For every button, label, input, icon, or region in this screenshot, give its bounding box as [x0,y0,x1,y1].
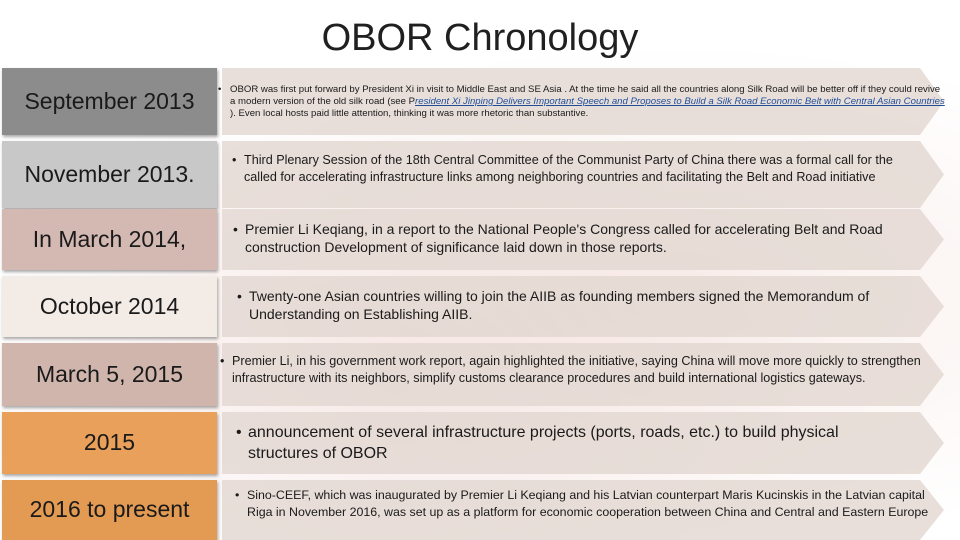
event-text-content: Sino-CEEF, which was inaugurated by Premier Li Keqiang and his Latvian counterpart Maris Kucinskis in the Latvian capital Riga in November 2016, was set up as a platform for economic cooperation between China and Central and Eastern Europe [247,488,929,519]
event-text [237,287,899,323]
bullet-icon: • [236,424,242,441]
date-box [2,276,217,337]
event-text-content: Premier Li, in his government work report, again highlighted the initiative, saying China will move more quickly to strengthen infrastructure with its neighbors, simplify customs clearance procedures and build international logistics gateways. [232,354,921,385]
slide-title: OBOR Chronology [321,17,639,59]
date-label: 2016 to present [29,496,190,523]
bullet-icon: • [218,84,222,95]
bullet-icon: • [233,221,238,237]
date-box [2,343,217,406]
event-text-content: Third Plenary Session of the 18th Central Committee of the Communist Party of China there was a formal call for the called for accelerating infrastructure links among neighboring countries and facilitating the Belt and Road initiative [244,153,893,184]
date-label: September 2013 [24,87,195,114]
event-text [233,220,935,256]
event-text [236,422,908,464]
bullet-icon: • [235,488,240,502]
date-box [2,141,217,208]
event-text [220,353,922,387]
event-text [218,84,946,120]
event-text [235,487,937,521]
bullet-icon: • [220,354,225,368]
date-label: October 2014 [39,292,180,319]
date-box [2,480,217,540]
date-label: November 2013. [24,160,195,187]
event-text-content: Premier Li Keqiang, in a report to the National People's Congress called for accelerating Belt and Road construction Development of significance laid down in those reports. [245,221,883,255]
bullet-icon: • [237,288,242,304]
event-text [232,152,904,186]
date-box [2,68,217,135]
date-label: March 5, 2015 [35,360,184,387]
date-box [2,412,217,474]
event-text-content: Twenty-one Asian countries willing to join the AIIB as founding members signed the Memorandum of Understanding on Establishing AIIB. [249,288,870,322]
date-label: 2015 [83,429,136,456]
date-box [2,209,217,270]
date-label: In March 2014, [32,225,187,252]
event-text-part: ). Even local hosts paid little attention, thinking it was more rhetoric than substantive. [230,108,589,119]
bullet-icon: • [232,153,237,167]
event-text-part: OBOR was first put forward by President Xi in visit to Middle East and SE Asia . At the time he said all the countries along Silk Road will be better off if they could revive a modern version of the old silk road (see P [230,84,941,107]
event-link[interactable]: resident Xi Jinping Delivers Important Speech and Proposes to Build a Silk Road Economic Belt with Central Asian Countries [415,96,945,107]
event-text-content: announcement of several infrastructure projects (ports, roads, etc.) to build physical structures of OBOR [248,424,839,462]
